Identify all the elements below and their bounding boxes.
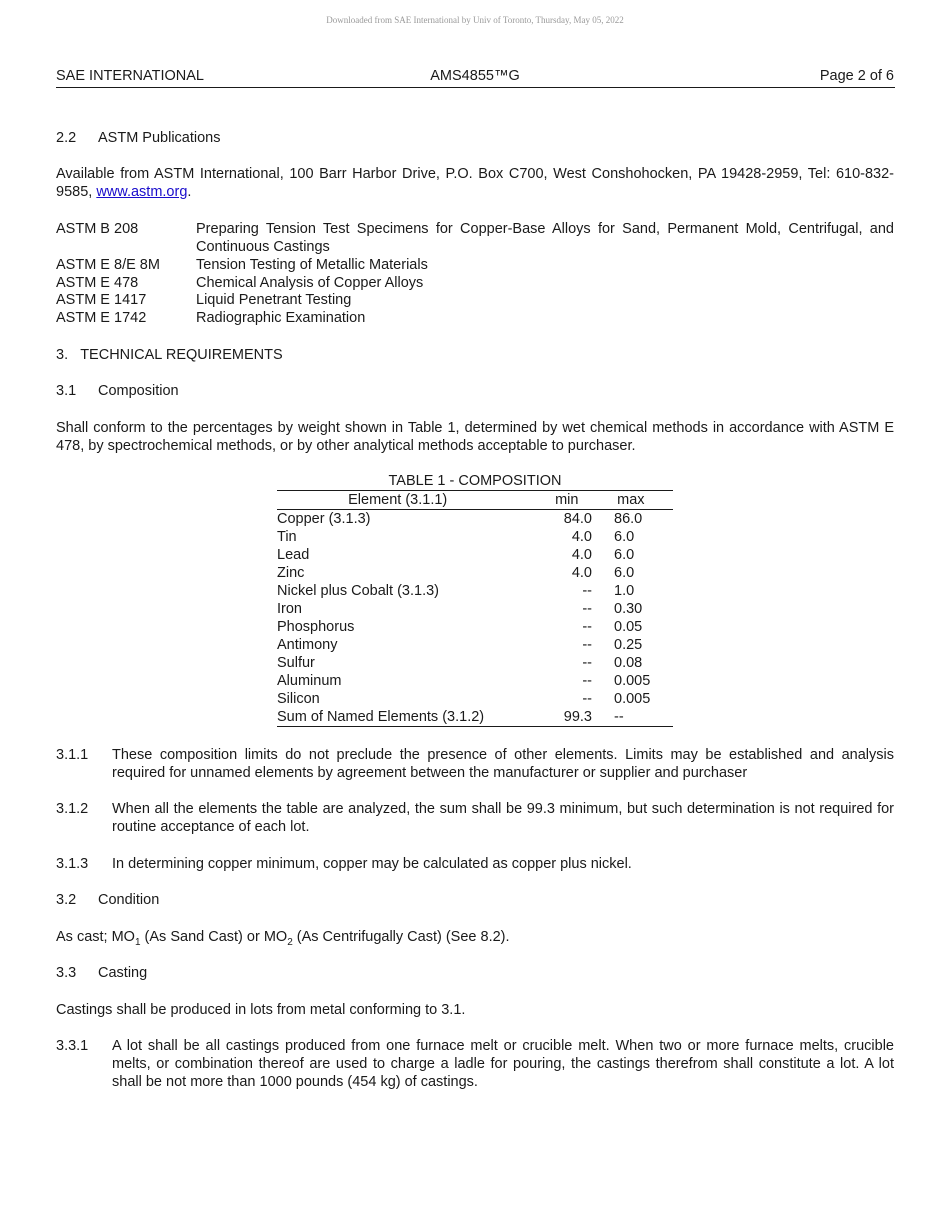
- cell-element: Iron: [277, 601, 302, 617]
- cell-element: Tin: [277, 529, 297, 545]
- condition-text: (As Sand Cast) or MO: [140, 929, 288, 945]
- subscript: 1: [134, 937, 141, 948]
- availability-text: Available from ASTM International, 100 Barr Harbor Drive, P.O. Box C700, West Conshohocken, PA 19428-2959, Tel: 610-832-9585,: [56, 166, 894, 200]
- item-text: In determining copper minimum, copper may be calculated as copper plus nickel.: [112, 856, 632, 872]
- column-header-max: max: [617, 492, 645, 508]
- header-page-number: Page 2 of 6: [819, 68, 894, 84]
- cell-element: Nickel plus Cobalt (3.1.3): [277, 583, 439, 599]
- cell-max: 0.05: [614, 619, 643, 635]
- casting-paragraph: Castings shall be produced in lots from metal conforming to 3.1.: [56, 1002, 466, 1018]
- cell-max: 6.0: [614, 529, 635, 545]
- header-doc-number: AMS4855™G: [430, 68, 520, 84]
- item-text: A lot shall be all castings produced from one furnace melt or crucible melt. When two or more furnace melts, crucible melts, or combination thereof are used to charge a ladle for pouring, the castings therefrom shall constitute a lot. A lot shall be not more than 1000 pounds (454 kg) of castings.: [112, 1038, 894, 1090]
- table-row: [277, 708, 673, 726]
- header-publisher: SAE INTERNATIONAL: [56, 68, 204, 84]
- section-number: 3.3: [56, 965, 77, 981]
- astm-availability-paragraph: [56, 165, 894, 201]
- table-row: [277, 582, 673, 600]
- reference-title: Radiographic Examination: [196, 310, 366, 326]
- cell-min: --: [582, 691, 592, 707]
- cell-max: 0.08: [614, 655, 643, 671]
- download-watermark: Downloaded from SAE International by Univ of Toronto, Thursday, May 05, 2022: [326, 15, 624, 25]
- cell-min: --: [582, 655, 592, 671]
- cell-min: 99.3: [563, 709, 592, 725]
- item-text: These composition limits do not preclude the presence of other elements. Limits may be established and analysis required for unnamed elements by agreement between the manufacturer or supplier and purchaser: [112, 747, 894, 781]
- cell-min: --: [582, 601, 592, 617]
- section-title: Casting: [98, 965, 148, 981]
- item-number: 3.1.2: [56, 801, 89, 817]
- column-header-min: min: [555, 492, 579, 508]
- column-header-element: Element (3.1.1): [348, 492, 448, 508]
- cell-max: 0.005: [614, 691, 651, 707]
- condition-paragraph: [56, 928, 894, 948]
- cell-element: Sum of Named Elements (3.1.2): [277, 709, 485, 725]
- cell-max: 6.0: [614, 547, 635, 563]
- table-body: [277, 510, 673, 726]
- cell-min: --: [582, 583, 592, 599]
- cell-element: Phosphorus: [277, 619, 355, 635]
- reference-title: Chemical Analysis of Copper Alloys: [196, 275, 424, 291]
- subscript: 2: [287, 937, 293, 948]
- reference-title: Liquid Penetrant Testing: [196, 292, 352, 308]
- table-row: [277, 546, 673, 564]
- table-row: [277, 672, 673, 690]
- reference-title: Preparing Tension Test Specimens for Copper-Base Alloys for Sand, Permanent Mold, Centrifugal, and Continuous Castings: [196, 221, 894, 255]
- cell-min: --: [582, 637, 592, 653]
- availability-end: .: [187, 184, 192, 200]
- table-row: [277, 654, 673, 672]
- condition-text: As cast; MO: [56, 929, 135, 945]
- cell-element: Antimony: [277, 637, 338, 653]
- cell-element: Aluminum: [277, 673, 342, 689]
- cell-element: Lead: [277, 547, 310, 563]
- composition-paragraph: Shall conform to the percentages by weight shown in Table 1, determined by wet chemical methods in accordance with ASTM E 478, by spectrochemical methods, or by other analytical methods acceptable to purchaser.: [56, 420, 894, 454]
- table-row: [277, 600, 673, 618]
- section-number: 3.: [56, 347, 69, 363]
- reference-title: Tension Testing of Metallic Materials: [196, 257, 428, 273]
- table-row: [277, 564, 673, 582]
- header-rule: [56, 87, 895, 88]
- section-title: ASTM Publications: [98, 130, 221, 146]
- cell-min: 4.0: [571, 529, 592, 545]
- table-title: TABLE 1 - COMPOSITION: [388, 473, 562, 489]
- cell-max: 0.005: [614, 673, 651, 689]
- table-bottom-rule: [277, 726, 673, 727]
- section-number: 3.1: [56, 383, 77, 399]
- cell-max: 0.25: [614, 637, 643, 653]
- cell-min: --: [582, 673, 592, 689]
- section-3-heading: [56, 346, 283, 364]
- reference-code: ASTM E 478: [56, 275, 139, 291]
- cell-max: 1.0: [614, 583, 635, 599]
- item-number: 3.1.1: [56, 747, 89, 763]
- reference-code: ASTM B 208: [56, 221, 139, 237]
- section-title: Condition: [98, 892, 160, 908]
- composition-table: [277, 472, 673, 727]
- cell-min: 4.0: [571, 547, 592, 563]
- reference-code: ASTM E 8/E 8M: [56, 257, 160, 273]
- item-text: When all the elements the table are analyzed, the sum shall be 99.3 minimum, but such determination is not required for routine acceptance of each lot.: [112, 801, 894, 835]
- section-number: 2.2: [56, 130, 77, 146]
- cell-element: Sulfur: [277, 655, 315, 671]
- table-row: [277, 690, 673, 708]
- item-number: 3.1.3: [56, 856, 89, 872]
- condition-text: (As Centrifugally Cast) (See 8.2).: [292, 929, 510, 945]
- section-number: 3.2: [56, 892, 77, 908]
- cell-max: 6.0: [614, 565, 635, 581]
- astm-website-link[interactable]: www.astm.org: [96, 184, 188, 200]
- table-row: [277, 636, 673, 654]
- cell-min: 4.0: [571, 565, 592, 581]
- reference-code: ASTM E 1417: [56, 292, 147, 308]
- cell-element: Copper (3.1.3): [277, 511, 371, 527]
- cell-element: Zinc: [277, 565, 305, 581]
- cell-min: 84.0: [563, 511, 592, 527]
- cell-min: --: [582, 619, 592, 635]
- table-row: [277, 528, 673, 546]
- section-title: Composition: [98, 383, 179, 399]
- table-row: [277, 618, 673, 636]
- section-title: TECHNICAL REQUIREMENTS: [80, 347, 283, 363]
- cell-element: Silicon: [277, 691, 320, 707]
- table-row: [277, 510, 673, 528]
- cell-max: 0.30: [614, 601, 643, 617]
- cell-max: 86.0: [614, 511, 643, 527]
- table-header-row: [277, 491, 673, 509]
- reference-code: ASTM E 1742: [56, 310, 147, 326]
- cell-max: --: [614, 709, 624, 725]
- item-number: 3.3.1: [56, 1038, 89, 1054]
